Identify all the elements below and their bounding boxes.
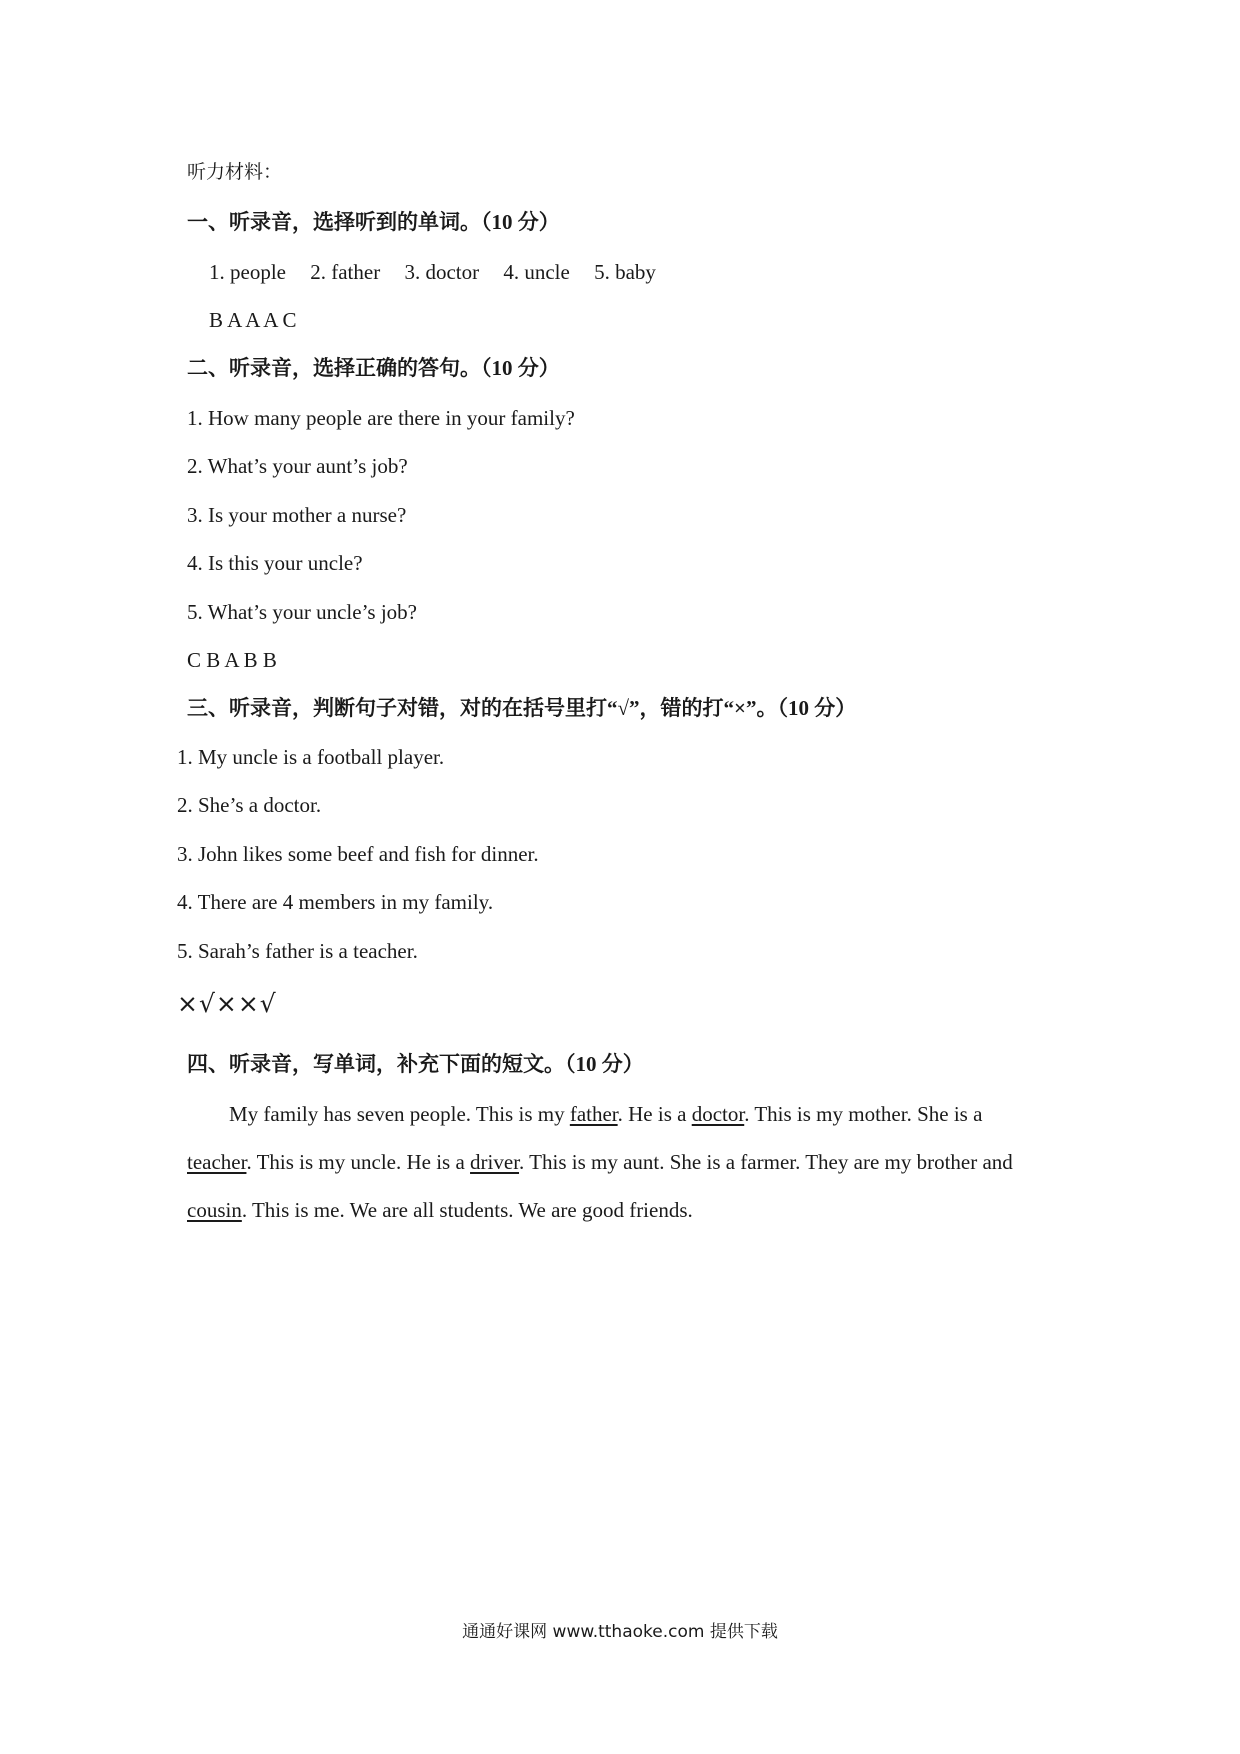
- section4-heading: 四、听录音，写单词，补充下面的短文。（10 分）: [187, 1052, 644, 1076]
- answer-word-teacher: teacher: [187, 1150, 247, 1174]
- page-footer: 通通好课网 www.tthaoke.com 提供下载: [462, 1622, 778, 1642]
- passage-text: . This is me. We are all students. We are good friends.: [241, 1198, 693, 1222]
- passage-text: . He is a: [617, 1102, 692, 1126]
- section3-heading: 三、听录音，判断句子对错，对的在括号里打“√”，错的打“×”。（10 分）: [187, 696, 857, 720]
- word-item: 3. doctor: [404, 260, 480, 284]
- section2-item: 4. Is this your uncle?: [187, 551, 363, 575]
- section3-item: 2. She’s a doctor.: [177, 793, 322, 817]
- section1-heading: 一、听录音，选择听到的单词。（10 分）: [187, 210, 560, 234]
- passage-text: . This is my aunt. She is a farmer. They are my brother and: [519, 1150, 1013, 1174]
- passage-line-3: [187, 1196, 693, 1224]
- section2-item: 1. How many people are there in your family?: [187, 406, 575, 430]
- passage-text: . This is my uncle. He is a: [246, 1150, 471, 1174]
- section3-item: 3. John likes some beef and fish for dinner.: [177, 842, 539, 866]
- answer-word-cousin: cousin: [187, 1198, 242, 1222]
- passage-text: . This is my mother. She is a: [744, 1102, 983, 1126]
- passage-text: My family has seven people. This is my: [229, 1102, 570, 1126]
- section3-item: 4. There are 4 members in my family.: [177, 890, 494, 914]
- section3-item: 5. Sarah’s father is a teacher.: [177, 939, 418, 963]
- section3-item: 1. My uncle is a football player.: [177, 745, 445, 769]
- section2-item: 5. What’s your uncle’s job?: [187, 600, 417, 624]
- section2-answers: C B A B B: [187, 648, 277, 672]
- section2-heading: 二、听录音，选择正确的答句。（10 分）: [187, 356, 560, 380]
- passage-line-2: [187, 1148, 1013, 1176]
- word-item: 4. uncle: [503, 260, 570, 284]
- passage-line-1: [229, 1100, 982, 1128]
- answer-word-driver: driver: [470, 1150, 520, 1174]
- word-item: 2. father: [310, 260, 381, 284]
- section2-item: 3. Is your mother a nurse?: [187, 503, 407, 527]
- word-item: 5. baby: [594, 260, 656, 284]
- answer-word-doctor: doctor: [691, 1102, 745, 1126]
- section1-word-list: [209, 258, 675, 286]
- page-title: 听力材料：: [187, 161, 283, 183]
- word-item: 1. people: [209, 260, 286, 284]
- section3-answers: ×√××√: [177, 989, 277, 1018]
- answer-word-father: father: [569, 1102, 618, 1126]
- section1-answers: B A A A C: [209, 308, 297, 332]
- section2-item: 2. What’s your aunt’s job?: [187, 454, 408, 478]
